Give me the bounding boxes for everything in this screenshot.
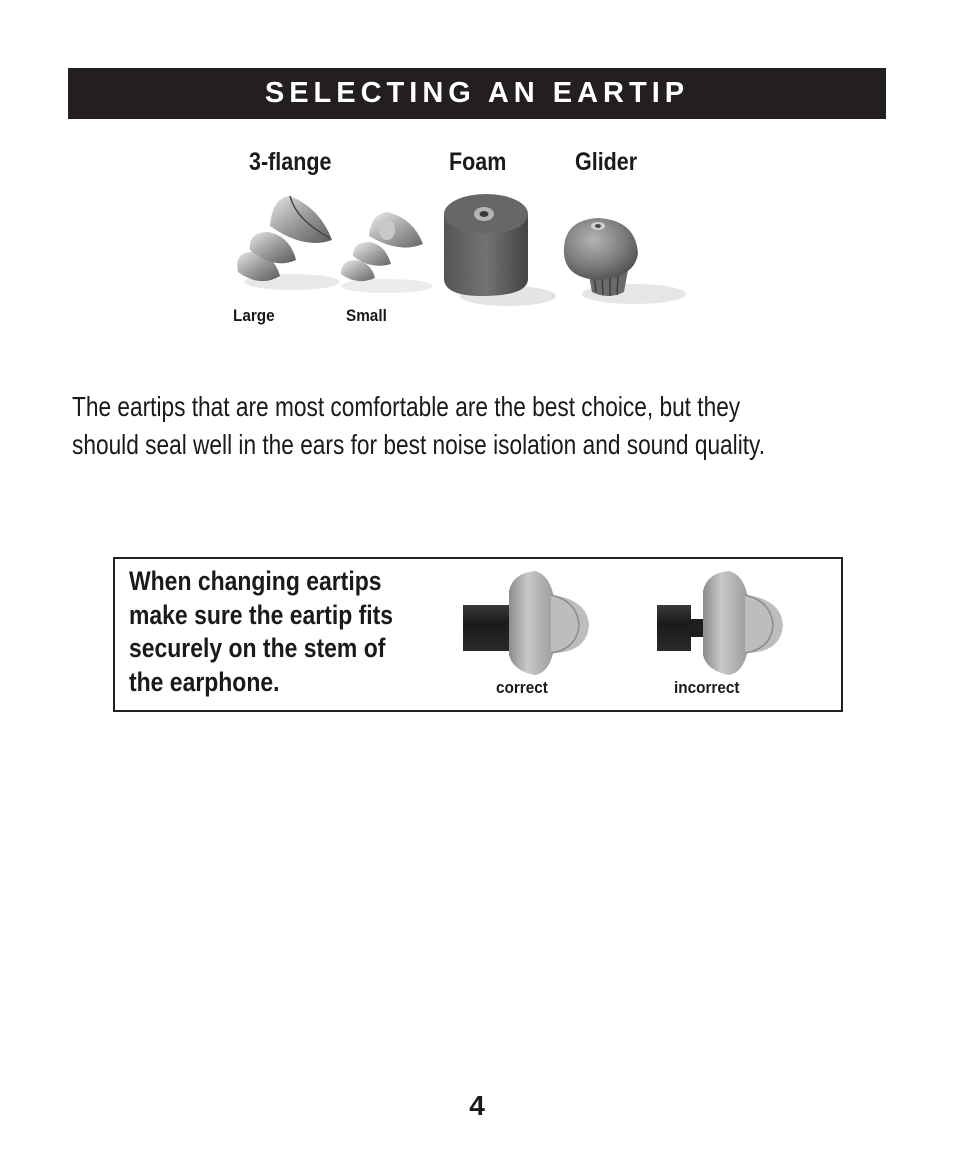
flange-label: 3-flange: [249, 148, 332, 176]
note-line: the earphone.: [129, 666, 280, 697]
flange-large-image: [230, 190, 340, 295]
note-line: securely on the stem of: [129, 633, 386, 663]
note-line: make sure the eartip fits: [129, 599, 394, 630]
body-line: should seal well in the ears for best noise isolation and sound quality.: [72, 429, 766, 460]
flange-size-small-label: Small: [346, 306, 387, 325]
note-line: When changing eartips: [129, 566, 382, 596]
foam-eartip-image: [438, 192, 558, 312]
glider-eartip-image: [558, 208, 688, 308]
incorrect-fit-image: [655, 567, 789, 677]
page-number: 4: [469, 1090, 485, 1121]
eartip-fitting-note: [113, 557, 843, 712]
incorrect-caption: incorrect: [674, 678, 740, 697]
flange-small-image: [335, 208, 440, 298]
flange-size-large-label: Large: [233, 306, 275, 325]
section-title: SELECTING AN EARTIP: [264, 77, 690, 109]
body-line: The eartips that are most comfortable are the best choice, but they: [72, 391, 741, 422]
body-paragraph: [72, 388, 766, 464]
section-title-bar: [68, 68, 886, 119]
correct-fit-image: [461, 567, 595, 677]
eartip-types-figure: [220, 140, 700, 340]
note-text: [129, 565, 418, 699]
foam-label: Foam: [449, 148, 507, 176]
correct-caption: correct: [496, 678, 548, 697]
glider-label: Glider: [575, 148, 638, 176]
